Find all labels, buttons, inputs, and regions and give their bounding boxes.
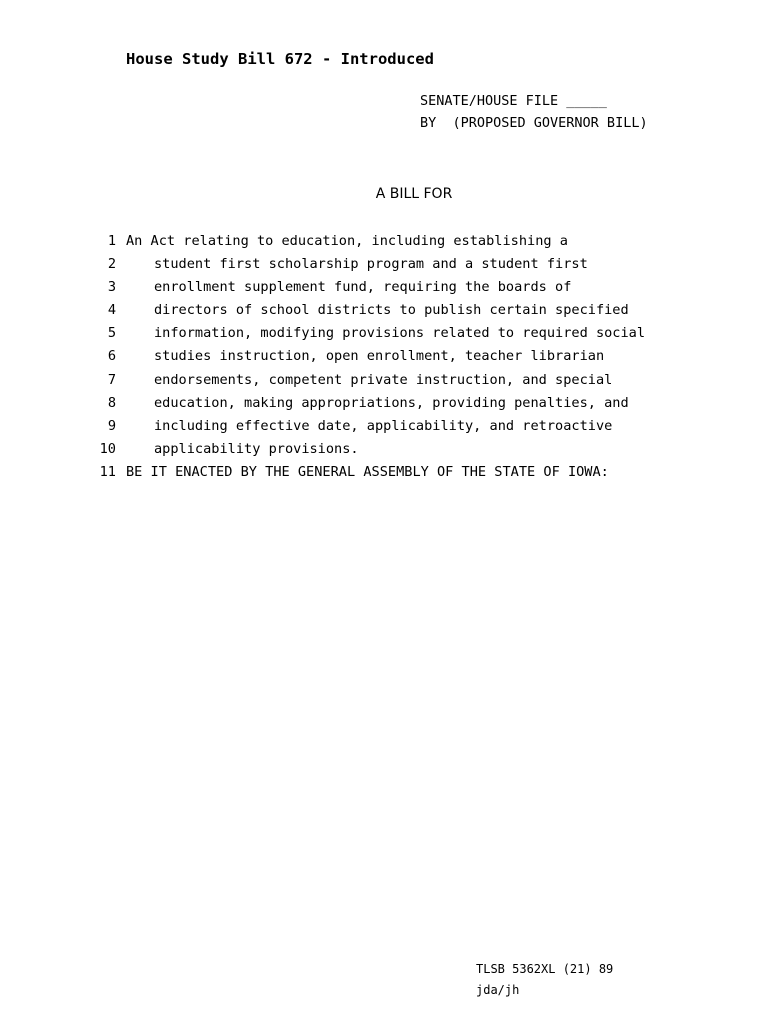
bill-line xyxy=(0,462,770,485)
line-number: 2 xyxy=(107,256,116,273)
bill-line xyxy=(0,393,770,416)
line-text: applicability provisions. xyxy=(154,440,359,457)
senate-house-file-label: SENATE/HOUSE FILE _____ xyxy=(420,93,607,109)
line-number: 5 xyxy=(107,325,116,342)
line-text: student first scholarship program and a student first xyxy=(154,256,588,273)
line-number: 1 xyxy=(107,233,116,249)
line-text: enrollment supplement fund, requiring the boards of xyxy=(154,279,572,296)
bill-line xyxy=(0,416,770,439)
line-text: information, modifying provisions related to required social xyxy=(154,325,646,342)
line-text: studies instruction, open enrollment, teacher librarian xyxy=(154,348,605,365)
line-number: 6 xyxy=(107,348,116,365)
bill-line xyxy=(0,323,770,346)
bill-line xyxy=(0,346,770,369)
line-number: 9 xyxy=(107,417,116,434)
line-number: 10 xyxy=(99,440,116,457)
footer-document-code: TLSB 5362XL (21) 89 xyxy=(476,962,614,976)
line-text: directors of school districts to publish certain specified xyxy=(154,302,629,319)
bill-line xyxy=(0,254,770,277)
line-number: 4 xyxy=(107,302,116,319)
bill-heading: A BILL FOR xyxy=(375,186,453,202)
line-number: 8 xyxy=(107,394,116,411)
bill-title: House Study Bill 672 - Introduced xyxy=(126,50,434,68)
line-text: endorsements, competent private instruction, and special xyxy=(154,371,613,388)
bill-line xyxy=(0,277,770,300)
bill-line xyxy=(0,300,770,323)
bill-line xyxy=(0,231,770,254)
line-number: 11 xyxy=(99,463,116,480)
footer-initials: jda/jh xyxy=(476,983,520,997)
line-text: education, making appropriations, providing penalties, and xyxy=(154,394,629,411)
line-text: including effective date, applicability, and retroactive xyxy=(154,417,613,434)
line-number: 7 xyxy=(107,371,116,388)
proposed-by-label: BY (PROPOSED GOVERNOR BILL) xyxy=(420,115,648,131)
line-text: An Act relating to education, including establishing a xyxy=(126,233,568,249)
bill-line xyxy=(0,370,770,393)
bill-line xyxy=(0,439,770,462)
line-number: 3 xyxy=(107,279,116,296)
line-text: BE IT ENACTED BY THE GENERAL ASSEMBLY OF THE STATE OF IOWA: xyxy=(126,463,609,480)
bill-text xyxy=(0,231,770,485)
